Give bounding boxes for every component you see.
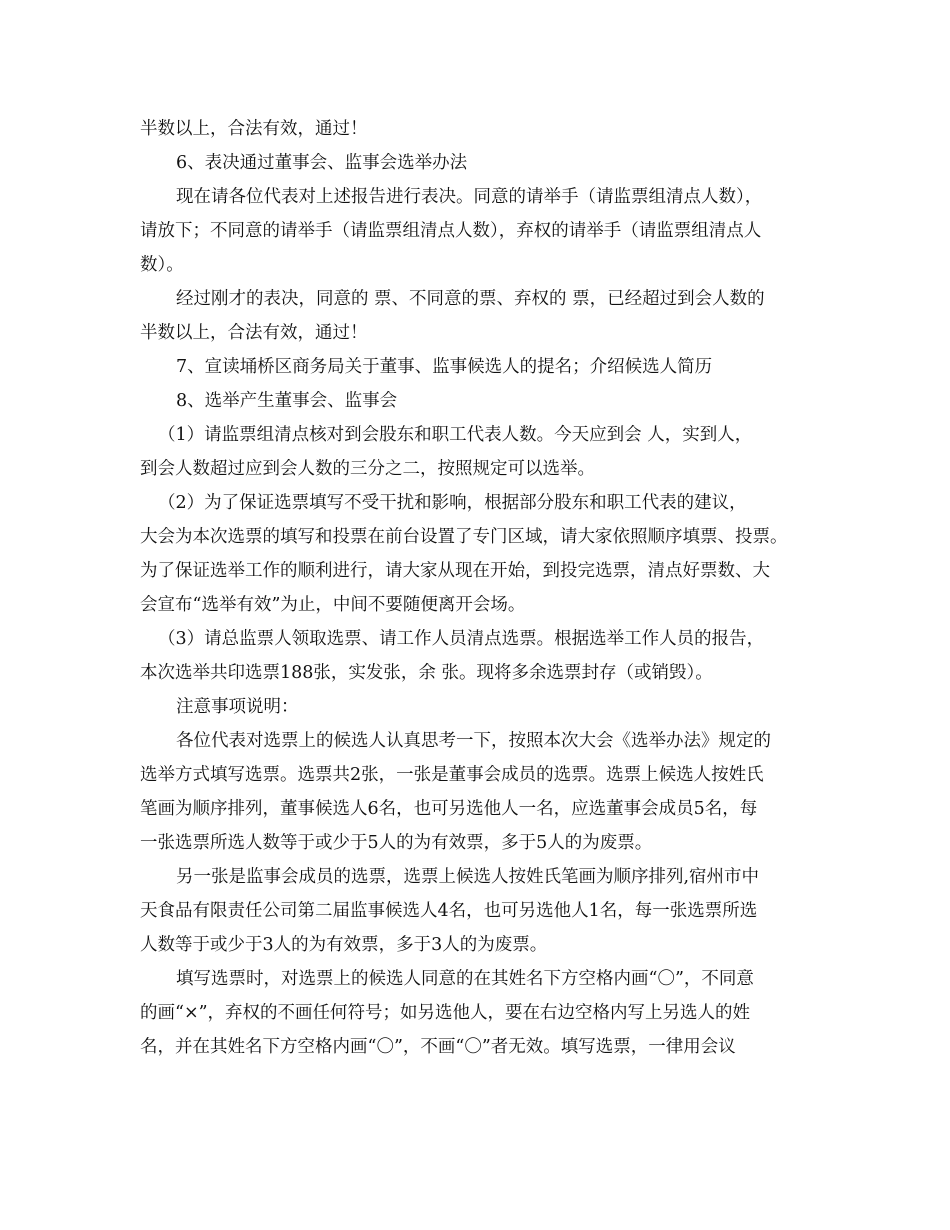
text-line: （3）请总监票人领取选票、请工作人员清点选票。根据选举工作人员的报告， bbox=[158, 629, 765, 649]
text-line: 到会人数超过应到会人数的三分之二，按照规定可以选举。 bbox=[140, 459, 595, 479]
text-line: 选举方式填写选票。选票共2张，一张是董事会成员的选票。选票上候选人按姓氏 bbox=[140, 765, 764, 785]
text-line: 名，并在其姓名下方空格内画“〇”，不画“〇”者无效。填写选票，一律用会议 bbox=[140, 1037, 736, 1057]
text-line: 的画“×”，弃权的不画任何符号；如另选他人，要在右边空格内写上另选人的姓 bbox=[140, 1003, 751, 1023]
text-line: 一张选票所选人数等于或少于5人的为有效票，多于5人的为废票。 bbox=[140, 833, 653, 853]
text-line: 填写选票时，对选票上的候选人同意的在其姓名下方空格内画“〇”，不同意 bbox=[176, 969, 754, 989]
text-line: 半数以上，合法有效，通过！ bbox=[140, 119, 368, 139]
text-line: 请放下；不同意的请举手（请监票组清点人数），弃权的请举手（请监票组清点人 bbox=[140, 221, 762, 241]
text-line: （1）请监票组清点核对到会股东和职工代表人数。今天应到会 人，实到人， bbox=[158, 425, 753, 445]
section-heading-7: 7、宣读埇桥区商务局关于董事、监事候选人的提名；介绍候选人简历 bbox=[176, 357, 713, 377]
notes-heading: 注意事项说明： bbox=[176, 697, 299, 717]
text-line: 笔画为顺序排列，董事候选人6名，也可另选他人一名，应选董事会成员5名，每 bbox=[140, 799, 758, 819]
text-line: 大会为本次选票的填写和投票在前台设置了专门区域，请大家依照顺序填票、投票。 bbox=[140, 527, 788, 547]
text-line: （2）为了保证选票填写不受干扰和影响，根据部分股东和职工代表的建议， bbox=[158, 493, 747, 513]
text-line: 天食品有限责任公司第二届监事候选人4名，也可另选他人1名，每一张选票所选 bbox=[140, 901, 758, 921]
text-line: 另一张是监事会成员的选票，选票上候选人按姓氏笔画为顺序排列,宿州市中 bbox=[176, 867, 760, 887]
section-heading-6: 6、表决通过董事会、监事会选举办法 bbox=[176, 153, 468, 173]
text-line: 数）。 bbox=[140, 255, 184, 275]
text-line: 各位代表对选票上的候选人认真思考一下，按照本次大会《选举办法》规定的 bbox=[176, 731, 771, 751]
text-line: 人数等于或少于3人的为有效票，多于3人的为废票。 bbox=[140, 935, 548, 955]
text-line: 半数以上，合法有效，通过！ bbox=[140, 323, 368, 343]
text-line: 经过刚才的表决，同意的 票、不同意的票、弃权的 票，已经超过到会人数的 bbox=[176, 289, 765, 309]
text-line: 现在请各位代表对上述报告进行表决。同意的请举手（请监票组清点人数）， bbox=[176, 187, 763, 207]
text-line: 本次选举共印选票188张，实发张，余 张。现将多余选票封存（或销毁）。 bbox=[140, 663, 713, 683]
text-line: 为了保证选举工作的顺利进行，请大家从现在开始，到投完选票，清点好票数、大 bbox=[140, 561, 770, 581]
section-heading-8: 8、选举产生董事会、监事会 bbox=[176, 391, 398, 411]
text-line: 会宣布“选举有效”为止，中间不要随便离开会场。 bbox=[140, 595, 526, 615]
